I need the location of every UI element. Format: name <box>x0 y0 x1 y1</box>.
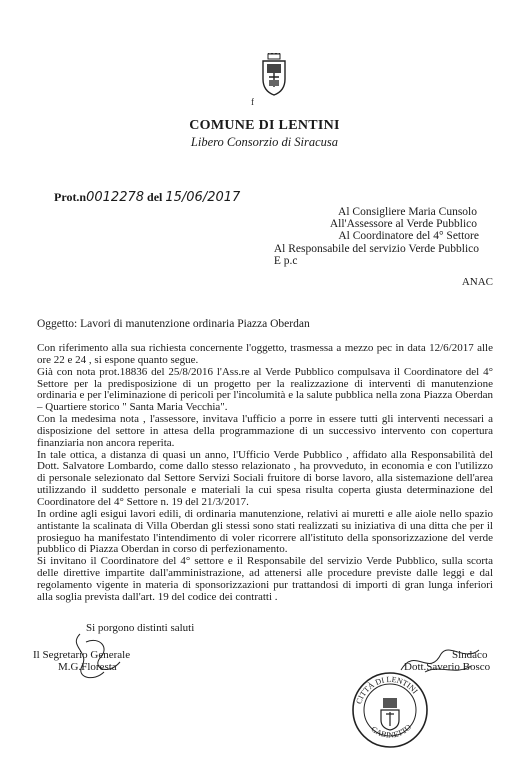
body-paragraph: Già con nota prot.18836 del 25/8/2016 l'Ass.re al Verde Pubblico compulsava il Coordinatore del 4° Settore per la predisposizione di un progetto per la realizzazione di interventi di manutenzione ordinaria e per l'eliminazione di pericoli per l'incolumità e la salute pubblica nella zona Piazza Oberdan – Quartiere storico " Santa Maria Vecchia". <box>37 365 493 414</box>
protocol-date-label: del <box>144 190 166 204</box>
recipient-line: Al Consigliere Maria Cunsolo <box>338 206 477 218</box>
secretary-signature-icon <box>60 632 130 692</box>
closing-greeting: Si porgono distinti saluti <box>86 622 195 634</box>
city-crest-icon <box>259 53 289 97</box>
recipient-line: Al Responsabile del servizio Verde Pubblico <box>273 242 479 255</box>
municipality-title: COMUNE DI LENTINI <box>189 118 340 133</box>
body-paragraph: Con la medesima nota , l'assessore, invitava l'ufficio a porre in essere tutti gli interventi necessari a disposizione del settore in attesa della programmazione di un successivo intervento con copertura finanziaria non ancora reperita. <box>37 413 493 449</box>
recipient-line: E p.c <box>273 254 298 267</box>
body-paragraph: In tale ottica, a distanza di quasi un anno, l'Ufficio Verde Pubblico , affidato alla Responsabilità del Dott. Salvatore Lombardo, come dallo stesso relazionato , ha provveduto, in economia e con l'utilizzo di personale selezionato dal Settore Servizi Sociali fruitore di borse lavoro, alla sistemazione dell'area utilizzando il suddetto personale e materiali la cui spesa risulta coperta giusta determinazione del Coordinatore del 4° Settore n. 19 del 21/3/2017. <box>37 448 493 508</box>
subject-line: Oggetto: Lavori di manutenzione ordinaria Piazza Oberdan <box>37 318 310 330</box>
svg-text:GABINETTO <box>369 722 413 739</box>
stamp-top-text: CITTÀ DI LENTINI <box>354 674 420 706</box>
body-paragraph: Con riferimento alla sua richiesta concernente l'oggetto, trasmessa a mezzo pec in data 12/6/2017 alle ore 22 e 24 , si espone quanto segue. <box>37 342 493 366</box>
recipient-line: All'Assessore al Verde Pubblico <box>329 218 477 231</box>
protocol-number: 0012278 <box>86 190 145 205</box>
municipality-subtitle: Libero Consorzio di Siracusa <box>190 135 339 149</box>
anac-recipient: ANAC <box>461 276 493 288</box>
crest-mark: f <box>251 97 254 107</box>
mayor-name: Dott.Saverio Bosco <box>404 661 491 673</box>
body-paragraph: Si invitano il Coordinatore del 4° settore e il Responsabile del servizio Verde Pubblico, sulla scorta delle direttive impartite dall'amministrazione, ad attenersi alle procedure previste dalle leggi e dal regolamento vigente in materia di sponsorizzazioni pur trattandosi di importi di gran lunga inferiori alla soglia prevista dall'art. 19 del codice dei contratti . <box>37 555 493 603</box>
stamp-bottom-text: GABINETTO <box>369 722 414 740</box>
letter-body <box>37 343 493 604</box>
recipient-line: Al Coordinatore del 4° Settore <box>338 230 479 243</box>
recipients-block <box>274 206 493 267</box>
secretary-name: M.G.Floresta <box>58 661 117 673</box>
body-paragraph: In ordine agli esigui lavori edili, di ordinaria manutenzione, relativi ai muretti e alle aiole nello spazio antistante la scalinata di Villa Oberdan gli stessi sono stati realizzati su iniziativa di una ditta che per il prosieguo ha manifestato l'intendimento di voler ricorrere all'istituto della sponsorizzazione del verde pubblico di Piazza Oberdan in corso di perfezionamento. <box>37 507 493 556</box>
secretary-title: Il Segretario Generale <box>33 649 131 661</box>
mayor-title: Sindaco <box>452 649 488 661</box>
official-stamp-icon <box>350 670 430 750</box>
protocol-date: 15/06/2017 <box>165 190 241 205</box>
protocol-line <box>54 190 240 205</box>
protocol-label: Prot.n <box>54 190 87 204</box>
